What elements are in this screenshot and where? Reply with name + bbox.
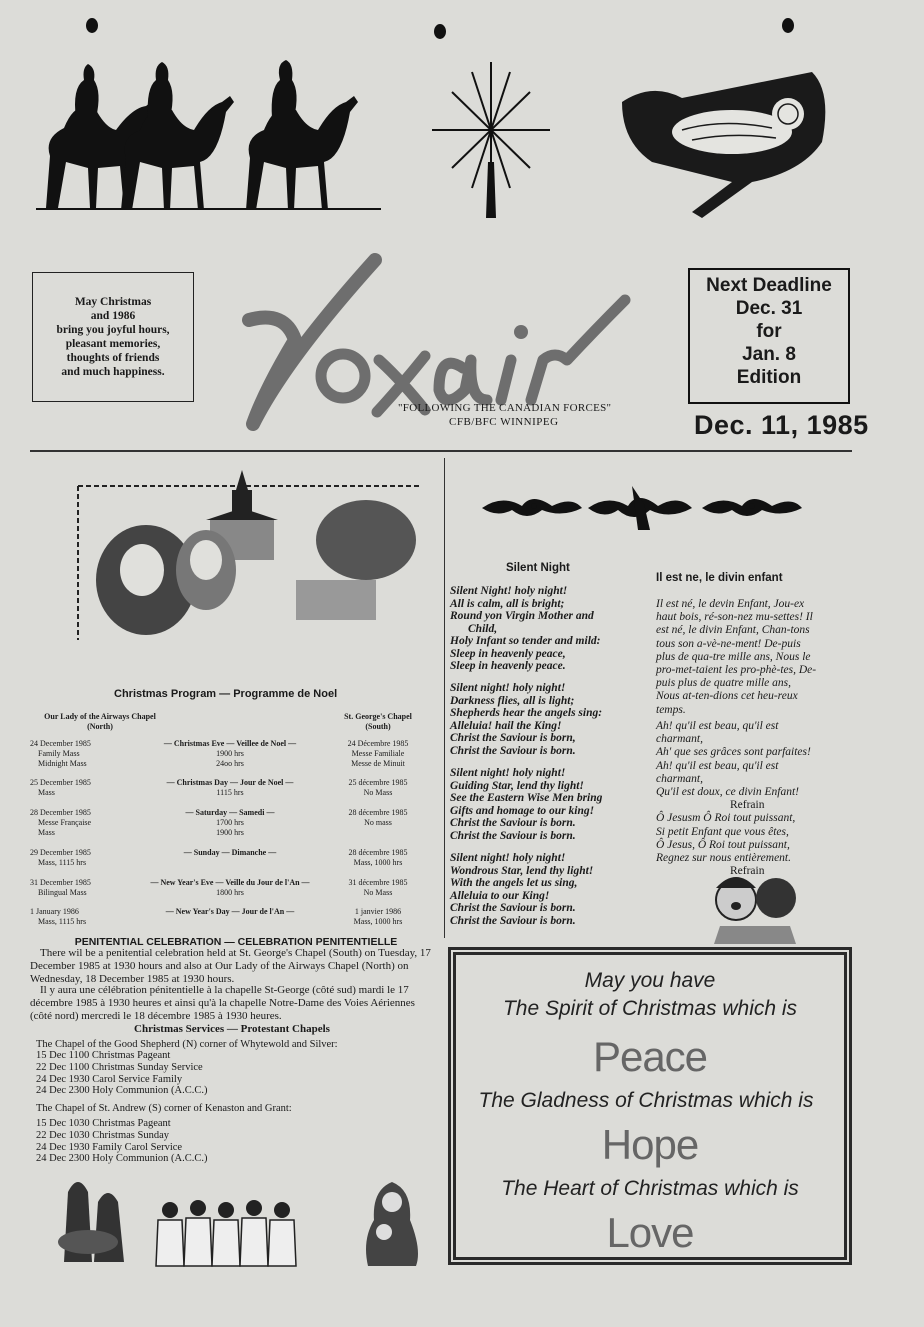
south-chapel-loc: (South) [365, 722, 391, 731]
program-cell: Mass, 1115 hrs [38, 917, 87, 926]
program-row [30, 878, 430, 902]
lyric-line: puis plus de quatre mille ans, [656, 677, 792, 690]
program-cell: Family Mass [38, 749, 80, 758]
program-cell: Messe de Minuit [351, 759, 405, 768]
lyric-line: Silent night! holy night! [450, 852, 566, 864]
program-cell: Mass, 1000 hrs [353, 858, 403, 867]
punch-hole-right [782, 18, 794, 33]
services-chapel2-list [36, 1118, 336, 1165]
il-est-ne-title: Il est ne, le divin enfant [656, 572, 783, 584]
lyric-line: Regnez sur nous entièrement. [656, 852, 791, 865]
manger-infant-illustration [612, 62, 836, 220]
penitential-english: There wil be a penitential celebration held at St. George's Chapel (South) on Tuesday, 17 December 1985 at 1930 hours and also at Our Lady of the Airways Chapel (North) on Wednesday, 18 December 1985 at 1930 hours. [30, 947, 431, 985]
lyric-line: temps. [656, 703, 686, 716]
christmas-wish-box [448, 947, 852, 1265]
program-cell: Mass, 1000 hrs [353, 917, 403, 926]
column-rule [444, 458, 445, 938]
lyric-line: Guiding Star, lend thy light! [450, 779, 584, 792]
program-row [30, 739, 430, 773]
three-wise-men-camels-illustration [36, 58, 381, 216]
punch-hole-left [86, 18, 98, 33]
wish-word-peace: Peace [592, 1033, 708, 1080]
choir-boys-illustration [150, 1196, 310, 1268]
lyric-line: est né, le divin Enfant, Chan-tons [656, 624, 810, 637]
lyric-line: Wondrous Star, lend thy light! [450, 864, 594, 877]
lyric-line: Round yon Virgin Mother and [450, 610, 594, 622]
program-cell: Mass [38, 828, 55, 837]
il-est-ne-verse-2 [656, 720, 856, 878]
silent-night-verse-2 [450, 682, 650, 757]
lyric-line: Silent Night! holy night! [450, 585, 568, 597]
star-of-bethlehem-illustration [432, 62, 550, 220]
lyric-line: charmant, [656, 772, 703, 785]
logo-text: Voxair [225, 438, 228, 439]
program-cell: 1115 hrs [216, 788, 244, 797]
program-cell: 31 December 1985 [30, 878, 91, 887]
program-cell: 28 décembre 1985 [348, 808, 408, 817]
program-cell: 28 décembre 1985 [348, 848, 408, 857]
silent-night-verse-1 [450, 585, 650, 673]
refrain-label: Refrain [730, 865, 765, 878]
wish-word-hope: Hope [601, 1121, 699, 1168]
wish-line-2: The Spirit of Christmas which is [502, 997, 798, 1020]
silent-night-verse-3 [450, 767, 650, 842]
motto: "FOLLOWING THE CANADIAN FORCES" [398, 402, 612, 414]
il-est-ne-verse-1 [656, 598, 856, 717]
madonna-child-illustration [360, 1180, 424, 1268]
south-chapel-name: St. George's Chapel [344, 712, 412, 721]
carolers-church-illustration [66, 470, 424, 644]
lyric-line: Ah' que ses grâces sont parfaites! [656, 746, 811, 759]
lyric-line: Il est né, le devin Enfant, Jou-ex [656, 598, 805, 610]
service-item: 24 Dec 2300 Holy Communion (A.C.C.) [36, 1085, 208, 1097]
deadline-line: Dec. 31 [735, 298, 803, 319]
lyric-line: Sleep in heavenly peace. [450, 660, 566, 672]
greeting-line: and much happiness. [61, 366, 165, 378]
deadline-line: for [756, 321, 782, 342]
lyric-line: Christ the Saviour is born. [450, 817, 576, 829]
lyric-line: Ah! qu'il est beau, qu'il est [656, 759, 779, 772]
lyric-line: Darkness flies, all is light; [450, 694, 575, 707]
penitential-title: PENITENTIAL CELEBRATION — CELEBRATION PENITENTIELLE [74, 936, 398, 948]
lyric-line: Ô Jesus, Ô Roi tout puissant, [656, 838, 790, 851]
service-item: 22 Dec 1030 Christmas Sunday [36, 1129, 169, 1141]
program-row [30, 808, 430, 842]
lyric-line: Alleluia! hail the King! [450, 719, 562, 732]
lyric-line: Holy Infant so tender and mild: [450, 635, 601, 647]
lyric-line: Christ the Saviour is born, [450, 732, 576, 744]
service-item: 24 Dec 1930 Carol Service Family [36, 1073, 183, 1085]
program-cell: — Christmas Day — Jour de Noel — [166, 778, 294, 787]
program-row [30, 778, 430, 802]
silent-night-verse-4 [450, 852, 650, 927]
lyric-line: plus de qua-tre mille ans, Nous le [656, 650, 811, 663]
lyric-line: See the Eastern Wise Men bring [450, 792, 603, 804]
lyric-line: Child, [468, 622, 498, 635]
lyric-line: Shepherds hear the angels sing: [450, 707, 603, 719]
lyric-line: Ah! qu'il est beau, qu'il est [656, 720, 779, 732]
lyric-line: Sleep in heavenly peace, [450, 647, 566, 660]
silent-night-title: Silent Night [506, 562, 570, 574]
lyric-line: Christ the Saviour is born. [450, 914, 576, 927]
holy-family-illustration [48, 1172, 138, 1268]
lyric-line: haut bois, ré-son-nez mu-settes! Il [656, 611, 813, 624]
lyric-line: Silent night! holy night! [450, 767, 566, 779]
lyric-line: Christ the Saviour is born. [450, 829, 576, 842]
lyric-line: Christ the Saviour is born. [450, 902, 576, 914]
program-title: Christmas Program — Programme de Noel [114, 688, 338, 700]
program-cell: 24oo hrs [216, 759, 244, 768]
lyric-line: Alleluia to our King! [450, 889, 550, 902]
program-cell: — New Year's Eve — Veille du Jour de l'An — [150, 878, 310, 887]
greeting-box [32, 272, 194, 402]
service-item: 24 Dec 1930 Family Carol Service [36, 1141, 183, 1153]
program-cell: 28 December 1985 [30, 808, 91, 817]
services-chapel1: The Chapel of the Good Shepherd (N) corner of Whytewold and Silver: [36, 1039, 338, 1050]
deadline-box [688, 268, 850, 404]
program-cell: 1800 hrs [216, 888, 244, 897]
refrain-label: Refrain [730, 799, 765, 812]
program-cell: Mass, 1115 hrs [38, 858, 87, 867]
singing-children-illustration [700, 866, 810, 946]
wish-word-love: Love [606, 1209, 694, 1256]
program-cell: 24 Décembre 1985 [347, 739, 409, 748]
deadline-line: Edition [736, 367, 802, 388]
lyric-line: tous son a-vè-ne-ment! De-puis [656, 637, 801, 650]
lyric-line: Christ the Saviour is born. [450, 744, 576, 757]
lyric-line: charmant, [656, 733, 703, 746]
lyric-line: All is calm, all is bright; [450, 597, 565, 610]
lyric-line: pro-met-taient les pro-phè-tes, De- [656, 664, 817, 677]
lyric-line: Ô Jesusm Ô Roi tout puissant, [656, 812, 796, 825]
program-cell: No Mass [363, 888, 393, 897]
services-chapel2: The Chapel of St. Andrew (S) corner of Kenaston and Grant: [36, 1103, 292, 1114]
wish-line-3: The Gladness of Christmas which is [478, 1089, 814, 1112]
program-cell: — New Year's Day — Jour de l'An — [165, 907, 295, 916]
greeting-line: pleasant memories, [65, 338, 161, 350]
program-cell: 1900 hrs [216, 749, 244, 758]
program-cell: 1900 hrs [216, 828, 244, 837]
lyric-line: Qu'il est doux, ce divin Enfant! [656, 786, 799, 799]
program-row [30, 907, 430, 931]
punch-hole-center [434, 24, 446, 39]
program-cell: — Saturday — Samedi — [185, 808, 275, 817]
program-cell: 1700 hrs [216, 818, 244, 827]
wish-line-4: The Heart of Christmas which is [501, 1177, 799, 1200]
deadline-line: Next Deadline [706, 275, 832, 296]
masthead-rule [30, 450, 852, 452]
program-row [30, 848, 430, 872]
program-cell: 31 décembre 1985 [348, 878, 408, 887]
lyric-line: Gifts and homage to our king! [450, 804, 595, 817]
penitential-french: Il y aura une célébration pénitentielle à la chapelle St-George (côté sud) mardi le 17 décembre 1985 à 1930 heures et ainsi qu'à la chapelle Notre-Dame des Voies Aériennes (côté nord) mercredi le 18 décembre 1985 à 1930 heures. [30, 984, 415, 1022]
lyric-line: Nous at-ten-dions cet heu-reux [656, 690, 798, 703]
holly-decoration [482, 484, 802, 530]
deadline-line: Jan. 8 [742, 344, 796, 365]
issue-date: Dec. 11, 1985 [694, 410, 869, 440]
services-title: Christmas Services — Protestant Chapels [134, 1023, 330, 1035]
service-item: 22 Dec 1100 Christmas Sunday Service [36, 1061, 203, 1073]
service-item: 15 Dec 1100 Christmas Pageant [36, 1050, 171, 1061]
wish-line-1: May you have [584, 969, 716, 992]
north-chapel-heading [30, 712, 170, 732]
service-item: 24 Dec 2300 Holy Communion (A.C.C.) [36, 1153, 208, 1165]
greeting-line: bring you joyful hours, [56, 324, 170, 336]
program-cell: 29 December 1985 [30, 848, 91, 857]
program-cell: Bilingual Mass [38, 888, 87, 897]
south-chapel-heading [328, 712, 428, 732]
service-item: 15 Dec 1030 Christmas Pageant [36, 1118, 171, 1129]
lyric-line: With the angels let us sing, [450, 877, 578, 889]
program-cell: Mass [38, 788, 55, 797]
services-chapel1-list [36, 1050, 336, 1097]
greeting-line: May Christmas [74, 296, 152, 308]
program-cell: — Christmas Eve — Veillee de Noel — [163, 739, 297, 748]
program-cell: 24 December 1985 [30, 739, 91, 748]
greeting-line: and 1986 [90, 310, 136, 322]
base-location: CFB/BFC WINNIPEG [449, 416, 559, 428]
program-cell: 1 January 1986 [30, 907, 79, 916]
lyric-line: Silent night! holy night! [450, 682, 566, 694]
program-cell: Midnight Mass [38, 759, 87, 768]
north-chapel-name: Our Lady of the Airways Chapel [44, 712, 156, 721]
north-chapel-loc: (North) [87, 722, 113, 731]
program-cell: No mass [364, 818, 392, 827]
program-cell: 1 janvier 1986 [354, 907, 402, 916]
program-cell: 25 December 1985 [30, 778, 91, 787]
program-cell: Messe Familiale [351, 749, 405, 758]
program-cell: 25 décembre 1985 [348, 778, 408, 787]
lyric-line: Si petit Enfant que vous êtes, [656, 825, 789, 838]
program-cell: No Mass [363, 788, 393, 797]
program-cell: Messe Française [38, 818, 92, 827]
program-cell: — Sunday — Dimanche — [183, 848, 277, 857]
greeting-line: thoughts of friends [66, 352, 160, 364]
